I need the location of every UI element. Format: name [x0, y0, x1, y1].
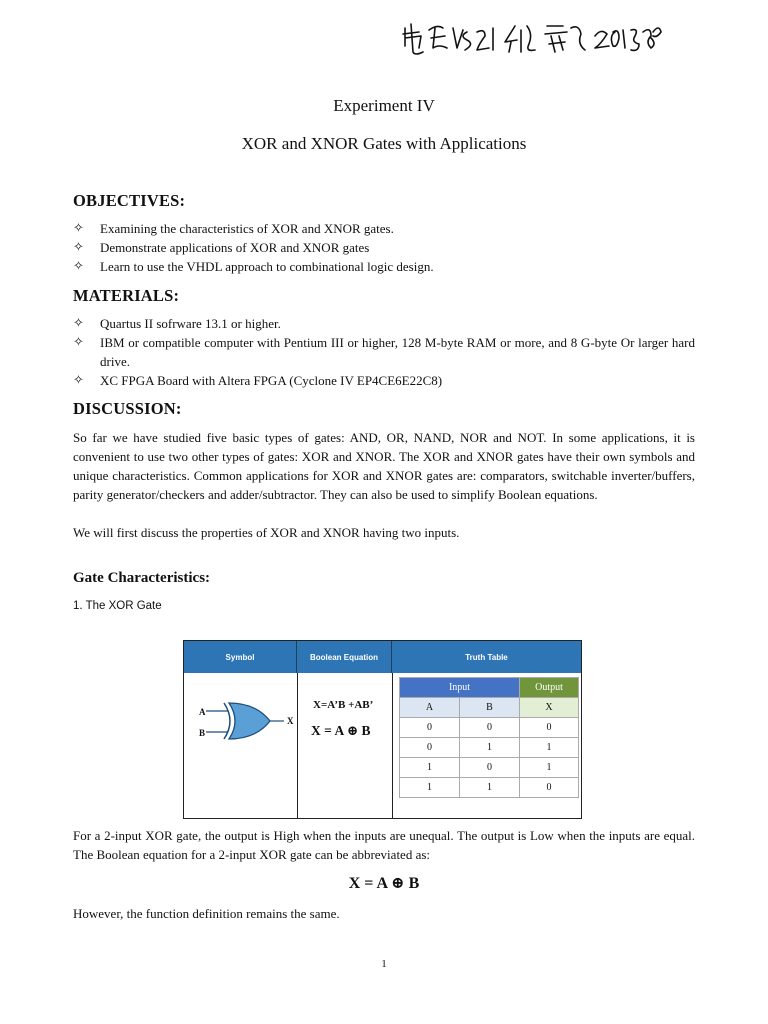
symbol-label-x: X: [287, 716, 294, 726]
xor-gate-symbol-icon: [184, 673, 297, 818]
truth-table-output-header: Output: [520, 678, 579, 698]
diamond-bullet-icon: ✧: [73, 373, 84, 388]
table-cell: 1: [400, 758, 460, 778]
table-cell: 0: [400, 718, 460, 738]
materials-heading: MATERIALS:: [73, 286, 180, 305]
table-row: [400, 758, 579, 778]
table-cell: 1: [520, 738, 579, 758]
list-item: [73, 371, 695, 390]
boolean-equation-cell: [297, 673, 393, 818]
list-item-text: XC FPGA Board with Altera FPGA (Cyclone IV EP4CE6E22C8): [100, 373, 443, 388]
symbol-label-a: A: [199, 707, 206, 717]
truth-table: [399, 677, 579, 798]
list-item: [73, 314, 695, 333]
diamond-bullet-icon: ✧: [73, 335, 84, 350]
figure-header-equation: Boolean Equation: [297, 641, 392, 673]
truth-table-input-header: Input: [400, 678, 520, 698]
table-cell: 0: [400, 738, 460, 758]
table-cell: 0: [520, 718, 579, 738]
figure-header: [184, 641, 581, 673]
discussion-heading: DISCUSSION:: [73, 399, 182, 418]
list-item: [73, 238, 695, 257]
table-cell: 1: [520, 758, 579, 778]
truth-table-col-b: B: [460, 698, 520, 718]
objectives-heading: OBJECTIVES:: [73, 191, 186, 210]
function-definition-paragraph: However, the function definition remains the same.: [73, 906, 340, 921]
list-item-text: Examining the characteristics of XOR and XNOR gates.: [100, 221, 394, 236]
table-row: [400, 778, 579, 798]
diamond-bullet-icon: ✧: [73, 240, 84, 255]
experiment-title: Experiment IV: [333, 96, 435, 115]
table-cell: 1: [460, 738, 520, 758]
materials-list: [73, 314, 695, 390]
xor-gate-label: 1. The XOR Gate: [73, 600, 162, 612]
gate-characteristics-heading: Gate Characteristics:: [73, 570, 211, 586]
table-row: [400, 718, 579, 738]
table-cell: 0: [520, 778, 579, 798]
boolean-equation-short: X = A ⊕ B: [311, 723, 371, 738]
list-item: [73, 257, 695, 276]
table-cell: 1: [460, 778, 520, 798]
boolean-equation-expanded: X=A’B +AB’: [313, 699, 374, 711]
discussion-paragraph: So far we have studied five basic types of gates: AND, OR, NAND, NOR and NOT. In some applications, it is convenient to use two other types of gates: XOR and XNOR. The XOR and XNOR gates have their own symbols and unique characteristics. Common applications for XOR and XNOR gates are: comparators, switchable inverter/buffers, parity generator/checkers and adder/subtractor. They can also be used to simplify Boolean equations.: [73, 430, 695, 502]
table-row: [400, 738, 579, 758]
list-item-text: IBM or compatible computer with Pentium III or higher, 128 M-byte RAM or more, and 8 G-byte Or larger hard drive.: [100, 335, 695, 369]
list-item-text: Learn to use the VHDL approach to combinational logic design.: [100, 259, 434, 274]
experiment-topic: XOR and XNOR Gates with Applications: [241, 134, 527, 153]
table-cell: 0: [460, 718, 520, 738]
xor-gate-figure: [183, 640, 582, 819]
diamond-bullet-icon: ✧: [73, 316, 84, 331]
truth-table-col-x: X: [520, 698, 579, 718]
table-cell: 1: [400, 778, 460, 798]
diamond-bullet-icon: ✧: [73, 259, 84, 274]
xor-explanation-paragraph: For a 2-input XOR gate, the output is High when the inputs are unequal. The output is Low when the inputs are equal. The Boolean equation for a 2-input XOR gate can be abbreviated as:: [73, 828, 695, 862]
figure-header-truth: Truth Table: [465, 652, 508, 662]
symbol-label-b: B: [199, 728, 206, 738]
table-cell: 0: [460, 758, 520, 778]
objectives-list: [73, 219, 695, 276]
list-item-text: Demonstrate applications of XOR and XNOR gates: [100, 240, 370, 255]
truth-table-cell: [392, 673, 581, 818]
list-item: [73, 219, 695, 238]
figure-header-symbol: Symbol: [184, 641, 297, 673]
handwritten-signature: [395, 14, 665, 58]
list-item-text: Quartus II sofrware 13.1 or higher.: [100, 316, 281, 331]
truth-table-col-a: A: [400, 698, 460, 718]
discussion-paragraph-2: We will first discuss the properties of XOR and XNOR having two inputs.: [73, 525, 460, 540]
diamond-bullet-icon: ✧: [73, 221, 84, 236]
xor-symbol-cell: [184, 673, 298, 818]
page-number: 1: [381, 958, 387, 970]
list-item: [73, 333, 695, 371]
xor-formula: X = A ⊕ B: [348, 875, 420, 892]
